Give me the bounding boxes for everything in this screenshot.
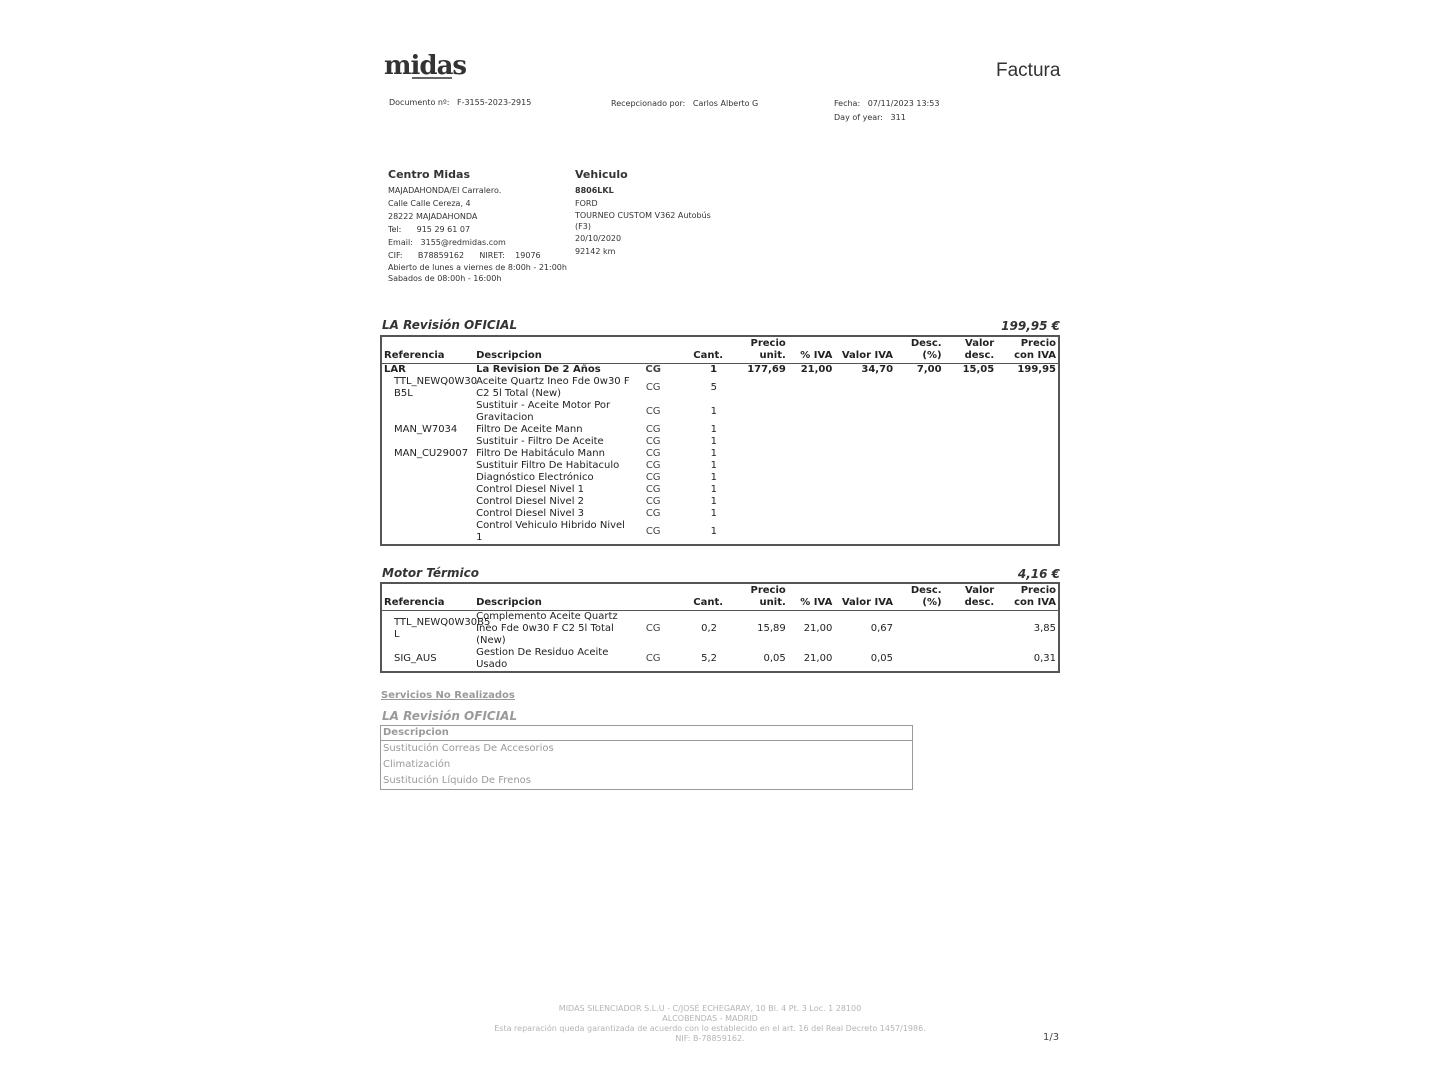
cell-cant: 1 [710,406,718,417]
cell-iva [788,400,835,424]
cell-descripcion: Sustituir - Filtro De Aceite [476,436,604,447]
cell-precio-con-iva [996,520,1059,545]
cell-precio-con-iva: 3,85 [1033,623,1056,634]
cell-precio-con-iva [996,484,1059,496]
section1-title: LA Revisión OFICIAL [382,318,518,332]
table-row [381,364,1059,377]
table-row [381,611,1059,648]
cell-valor-desc [944,611,997,648]
cell-precio-con-iva [996,472,1059,484]
cell-precio-con-iva: 0,31 [1033,653,1056,664]
cell-precio-con-iva [996,400,1059,424]
cell-referencia [381,400,474,424]
col-desc-pct: Desc. (%) [895,583,944,611]
cell-desc-pct [895,484,944,496]
col-precio-con-iva: Precio con IVA [996,336,1059,364]
col-referencia: Referencia [381,583,474,611]
footer-line: Esta reparación queda garantizada de acuerdo con lo establecido en el art. 16 del Real Decreto 1457/1986. [494,1024,926,1033]
cell-cant: 1 [710,436,718,447]
day-of-year-label: Day of year: [834,113,883,122]
cell-cg: CG [645,623,661,634]
cell-desc-pct [895,436,944,448]
table-row [381,472,1059,484]
cell-valor-desc [944,520,997,545]
day-of-year-field [834,113,906,122]
cell-cg: CG [645,382,661,393]
cell-precio-unit: 0,05 [763,653,786,664]
col-blank [632,336,675,364]
cell-iva [788,520,835,545]
cell-valor-iva [834,376,895,400]
cell-valor-iva [834,460,895,472]
cell-cg: CG [645,436,661,447]
cell-iva: 21,00 [803,653,833,664]
cell-iva [788,376,835,400]
section2-title: Motor Térmico [382,566,479,580]
pending-item: Sustitución Correas De Accesorios [383,743,554,754]
fecha-value: 07/11/2023 13:53 [867,99,940,108]
svg-text:midas: midas [384,51,467,81]
footer-line: NIF: B-78859162. [675,1034,745,1043]
cell-precio-unit [725,472,788,484]
cell-valor-iva [834,448,895,460]
cell-valor-iva [834,472,895,484]
table-row [381,436,1059,448]
cell-precio-con-iva [996,496,1059,508]
table-row [381,647,1059,672]
table-row [381,376,1059,400]
cell-cant: 1 [710,526,718,537]
cell-valor-desc: 15,05 [962,364,995,375]
table-header-row [381,583,1059,611]
col-cant: Cant. [674,336,725,364]
col-valor-desc: Valor desc. [944,336,997,364]
cell-valor-iva [834,436,895,448]
cell-cant: 1 [710,460,718,471]
cell-valor-desc [944,508,997,520]
vehiculo-line: TOURNEO CUSTOM V362 Autobús [575,211,711,220]
cell-referencia [381,484,474,496]
cell-descripcion: Control Diesel Nivel 3 [476,508,585,519]
centro-line: Abierto de lunes a viernes de 8:00h - 21:00h [388,263,567,272]
cell-valor-iva [834,520,895,545]
cell-referencia: MAN_CU29007 [394,448,469,459]
list-item [381,741,913,758]
cell-cant: 5,2 [701,653,718,664]
vehiculo-plate: 8806LKL [575,186,614,195]
table-row [381,400,1059,424]
cell-desc-pct [895,460,944,472]
cell-precio-con-iva: 199,95 [1017,364,1056,375]
cell-cg: CG [645,526,661,537]
day-of-year-value: 311 [890,113,906,122]
cell-desc-pct [895,448,944,460]
midas-logo [382,48,474,82]
vehiculo-title: Vehiculo [575,168,628,181]
list-item [381,757,913,773]
cell-descripcion: Filtro De Aceite Mann [476,424,583,435]
cell-cg: CG [645,484,661,495]
cell-referencia: LAR [384,364,406,375]
cell-descripcion: Sustituir - Aceite Motor Por Gravitacion [476,400,611,423]
cell-descripcion: Gestion De Residuo Aceite Usado [476,647,609,670]
cell-valor-desc [944,436,997,448]
cell-cg: CG [645,364,661,375]
documento-value: F-3155-2023-2915 [456,98,532,107]
cell-precio-con-iva [996,508,1059,520]
footer-line: ALCOBENDAS - MADRID [662,1014,758,1023]
cell-cg: CG [645,472,661,483]
cell-iva [788,508,835,520]
cell-precio-unit [725,400,788,424]
cell-cg: CG [645,406,661,417]
cell-descripcion: Filtro De Habitáculo Mann [476,448,605,459]
cell-iva [788,424,835,436]
page-number: 1/3 [1043,1032,1060,1043]
centro-lines [388,184,568,284]
cell-cg: CG [645,496,661,507]
pending-subheading: LA Revisión OFICIAL [382,709,518,723]
cell-descripcion: Diagnóstico Electrónico [476,472,594,483]
table-row [381,424,1059,436]
cell-valor-desc [944,472,997,484]
col-precio-unit: Precio unit. [725,336,788,364]
centro-line: MAJADAHONDA/El Carralero. [388,186,502,195]
cell-valor-iva [834,484,895,496]
pending-item: Climatización [383,759,451,770]
table-row [381,484,1059,496]
cell-valor-desc [944,376,997,400]
pending-item: Sustitución Líquido De Frenos [383,775,531,786]
cell-iva [788,448,835,460]
fecha-label: Fecha: [834,99,861,108]
col-valor-iva: Valor IVA [834,336,895,364]
table-row [381,520,1059,545]
cell-referencia [381,520,474,545]
cell-iva: 21,00 [803,623,833,634]
recepcionado-value: Carlos Alberto G [692,99,759,108]
cell-cg: CG [645,460,661,471]
cell-precio-unit [725,484,788,496]
cell-cg: CG [645,508,661,519]
cell-desc-pct [895,647,944,672]
col-iva: % IVA [788,336,835,364]
cell-descripcion: Complemento Aceite Quartz Ineo Fde 0w30 F C2 5l Total (New) [476,611,618,646]
cell-desc-pct [895,508,944,520]
cell-valor-iva: 0,67 [870,623,894,634]
cell-referencia: TTL_NEWQ0W30B5 L [394,617,491,640]
cell-cant: 1 [710,508,718,519]
table-row [381,496,1059,508]
cell-precio-unit [725,436,788,448]
cell-descripcion: Control Diesel Nivel 2 [476,496,585,507]
cell-desc-pct [895,400,944,424]
vehiculo-line: FORD [575,199,598,208]
cell-referencia: TTL_NEWQ0W30 B5L [394,376,478,399]
cell-iva [788,472,835,484]
centro-title: Centro Midas [388,168,470,181]
col-blank [632,583,675,611]
cell-referencia [381,508,474,520]
table-row [381,448,1059,460]
cell-cant: 1 [710,364,718,375]
cell-cg: CG [645,653,661,664]
cell-referencia [381,496,474,508]
cell-precio-unit [725,496,788,508]
vehiculo-line: 92142 km [575,247,616,256]
centro-block [388,168,568,284]
footer-line: MIDAS SILENCIADOR S.L.U - C/JOSÉ ECHEGARAY, 10 Bl. 4 Pt. 3 Loc. 1 28100 [558,1004,862,1013]
cell-cant: 1 [710,484,718,495]
cell-valor-desc [944,400,997,424]
col-precio-con-iva: Precio con IVA [996,583,1059,611]
cell-precio-unit [725,376,788,400]
fecha-field [834,99,939,108]
cell-cant: 1 [710,448,718,459]
centro-line: Sabados de 08:00h - 16:00h [388,274,502,283]
cell-descripcion: Sustituir Filtro De Habitaculo [476,460,620,471]
centro-line: CIF: B78859162 NIRET: 19076 [388,251,541,260]
col-descripcion: Descripcion [381,726,913,741]
col-valor-iva: Valor IVA [834,583,895,611]
centro-line: Tel: 915 29 61 07 [388,225,471,234]
cell-precio-unit [725,508,788,520]
col-desc-pct: Desc. (%) [895,336,944,364]
cell-desc-pct [895,472,944,484]
cell-precio-con-iva [996,424,1059,436]
cell-precio-unit [725,424,788,436]
cell-iva: 21,00 [800,364,833,375]
cell-desc-pct [895,496,944,508]
cell-precio-con-iva [996,436,1059,448]
cell-descripcion: Control Diesel Nivel 1 [476,484,585,495]
centro-line: 28222 MAJADAHONDA [388,212,478,221]
col-descripcion: Descripcion [474,583,632,611]
vehiculo-block [575,168,735,258]
recepcionado-field [611,99,758,108]
cell-referencia: SIG_AUS [394,653,437,664]
cell-referencia [381,460,474,472]
cell-precio-con-iva [996,460,1059,472]
section2-table [380,582,1060,673]
cell-valor-desc [944,460,997,472]
col-iva: % IVA [788,583,835,611]
table-row [381,508,1059,520]
cell-precio-unit [725,460,788,472]
section2-total: 4,16 € [1017,567,1060,581]
cell-descripcion: Control Vehiculo Hibrido Nivel 1 [476,520,625,543]
cell-iva [788,496,835,508]
cell-cant: 1 [710,496,718,507]
cell-precio-unit [725,520,788,545]
cell-desc-pct [895,520,944,545]
cell-valor-desc [944,647,997,672]
cell-precio-unit [725,448,788,460]
cell-precio-con-iva [996,448,1059,460]
cell-cg: CG [645,448,661,459]
cell-valor-iva [834,508,895,520]
cell-valor-desc [944,424,997,436]
cell-referencia: MAN_W7034 [394,424,458,435]
centro-line: Calle Calle Cereza, 4 [388,199,471,208]
col-valor-desc: Valor desc. [944,583,997,611]
cell-valor-desc [944,496,997,508]
cell-precio-unit: 15,89 [757,623,786,634]
cell-referencia [381,472,474,484]
cell-desc-pct [895,376,944,400]
col-precio-unit: Precio unit. [725,583,788,611]
section1-table [380,335,1060,546]
cell-cant: 0,2 [701,623,718,634]
table-row [381,460,1059,472]
cell-referencia [381,436,474,448]
cell-cant: 1 [710,424,718,435]
list-item [381,773,913,790]
table-header-row [381,336,1059,364]
cell-iva [788,436,835,448]
cell-valor-iva [834,496,895,508]
documento-field [389,98,531,107]
cell-iva [788,484,835,496]
documento-label: Documento nº: [389,98,450,107]
pending-heading: Servicios No Realizados [381,690,515,701]
centro-line: Email: 3155@redmidas.com [388,238,506,247]
section1-total: 199,95 € [1001,319,1060,333]
col-referencia: Referencia [381,336,474,364]
cell-descripcion: Aceite Quartz Ineo Fde 0w30 F C2 5l Total (New) [476,376,630,399]
cell-valor-iva [834,400,895,424]
cell-cant: 5 [710,382,718,393]
vehiculo-line: (F3) [575,222,591,231]
cell-iva [788,460,835,472]
cell-precio-unit: 177,69 [747,364,786,375]
cell-desc-pct [895,424,944,436]
vehiculo-line: 20/10/2020 [575,234,622,243]
col-cant: Cant. [674,583,725,611]
cell-valor-iva [834,424,895,436]
cell-cant: 1 [710,472,718,483]
cell-valor-desc [944,448,997,460]
cell-valor-desc [944,484,997,496]
footer [440,1004,980,1044]
cell-valor-iva: 34,70 [861,364,894,375]
cell-valor-iva: 0,05 [870,653,894,664]
recepcionado-label: Recepcionado por: [611,99,686,108]
pending-table [380,725,913,790]
col-descripcion: Descripcion [474,336,632,364]
doc-type-title: Factura [996,60,1061,81]
cell-precio-con-iva [996,376,1059,400]
cell-desc-pct: 7,00 [916,364,942,375]
cell-descripcion: La Revision De 2 Años [476,364,601,375]
cell-desc-pct [895,611,944,648]
cell-cg: CG [645,424,661,435]
